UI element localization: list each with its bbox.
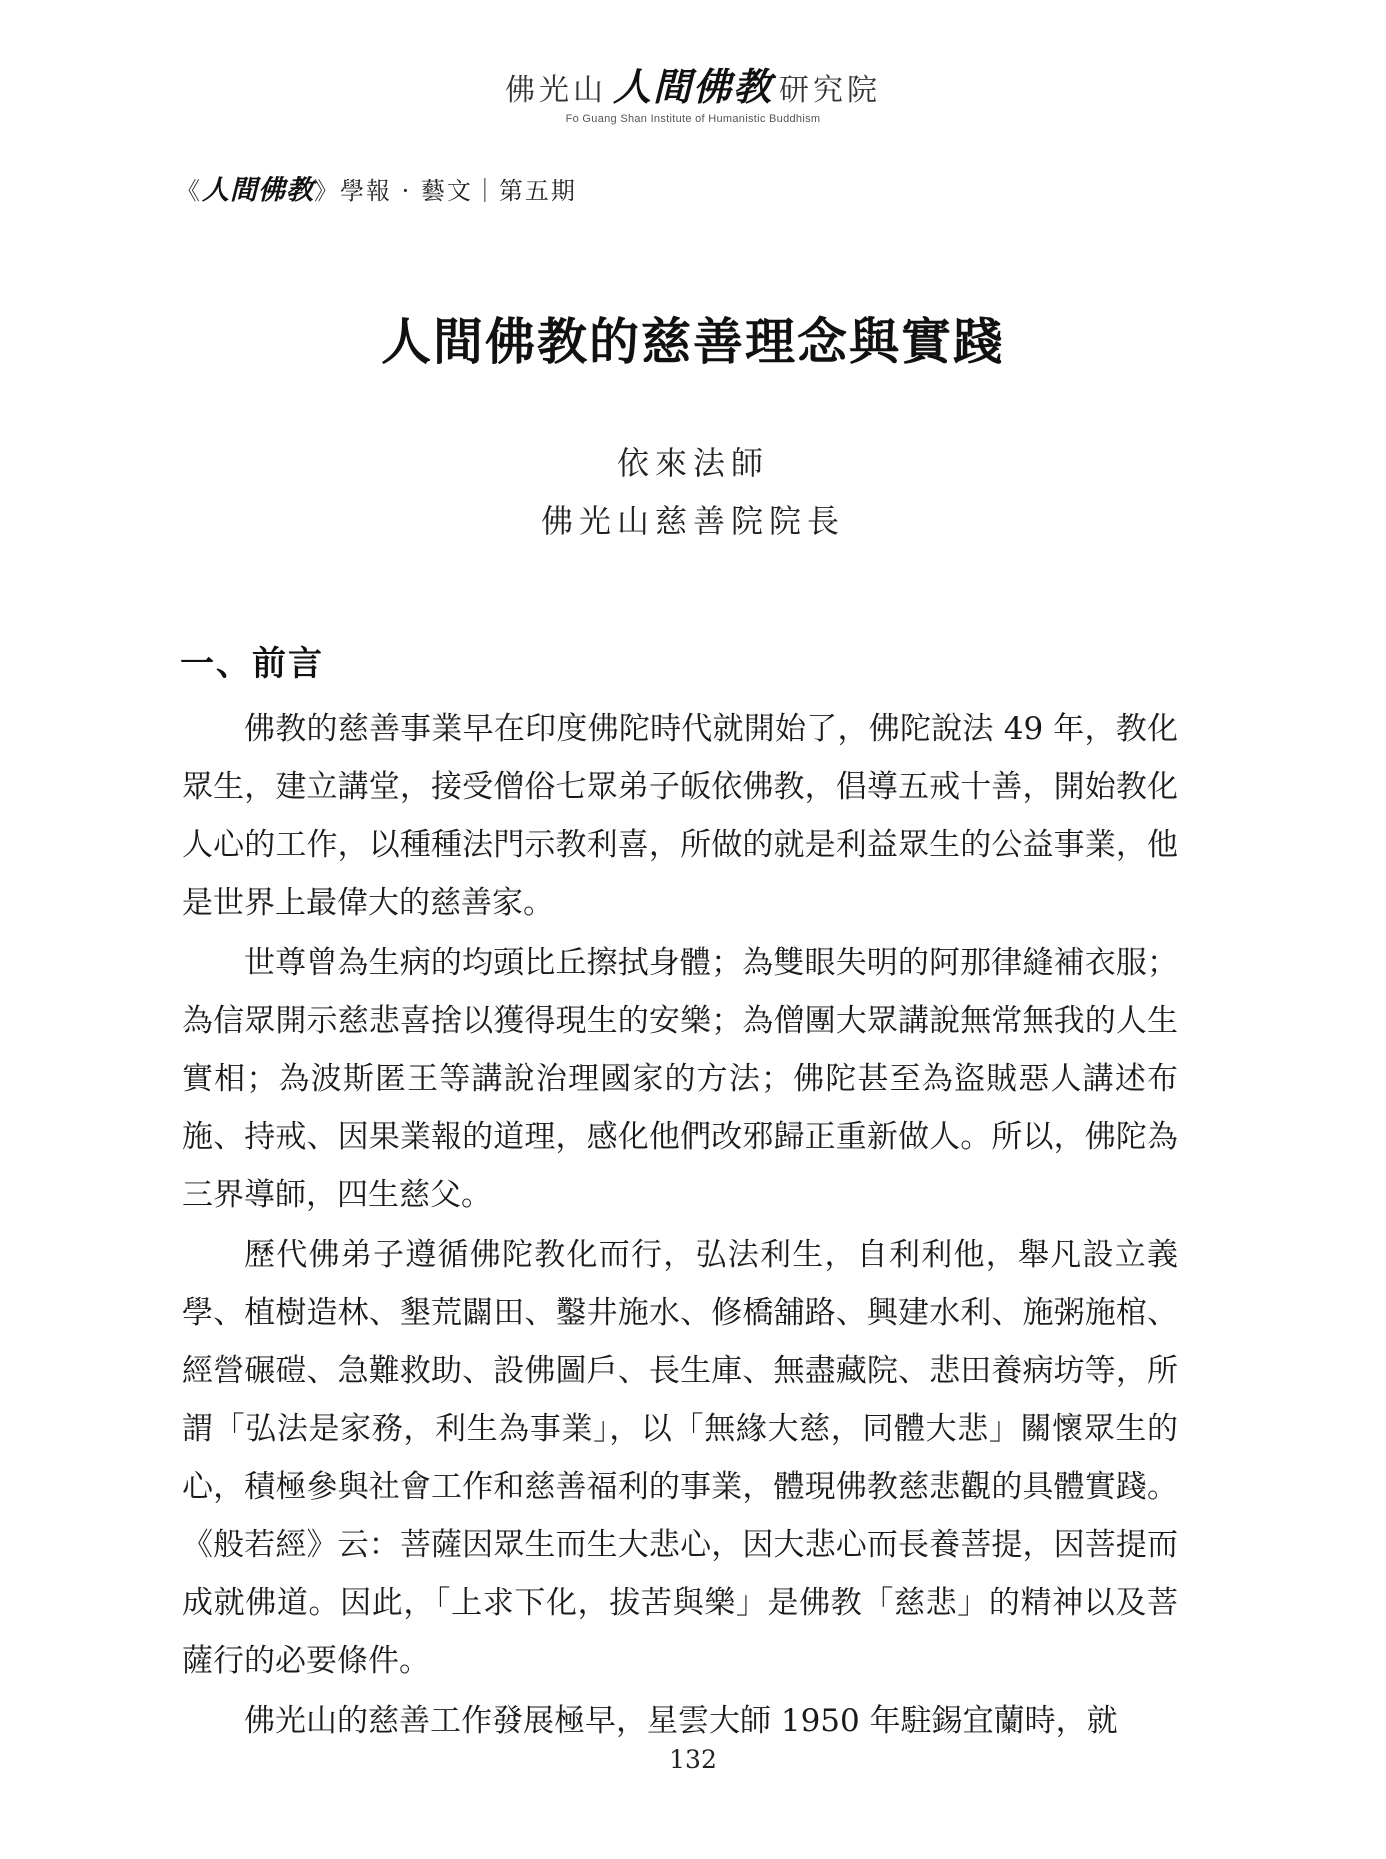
journal-brand-logo: 人間佛教: [202, 175, 314, 206]
institute-suffix: 研究院: [779, 73, 881, 108]
body-text: [182, 700, 1178, 1750]
institute-name: [0, 56, 1386, 111]
article-title: 人間佛教的慈善理念與實踐: [381, 312, 1005, 371]
institute-brand-logo: 人間佛教: [612, 64, 773, 109]
institute-english-name: Fo Guang Shan Institute of Humanistic Buddhism: [565, 113, 821, 125]
body-paragraph: 佛光山的慈善工作發展極早，星雲大師 1950 年駐錫宜蘭時，就: [244, 1703, 1118, 1739]
journal-issue-text: 》學報 · 藝文｜第五期: [314, 177, 577, 205]
author-affiliation: 佛光山慈善院院長: [540, 502, 845, 540]
journal-running-head: [176, 168, 577, 207]
body-paragraph: 佛教的慈善事業早在印度佛陀時代就開始了，佛陀說法 49 年，教化眾生，建立講堂，接受僧俗七眾弟子皈依佛教，倡導五戒十善，開始教化人心的工作，以種種法門示教利喜，所做的就是利益眾生的公益事業，他是世界上最偉大的慈善家。: [182, 711, 1178, 921]
journal-open-bracket: 《: [176, 177, 202, 205]
article-author: 依來法師: [616, 444, 769, 482]
body-paragraph: 世尊曾為生病的均頭比丘擦拭身體；為雙眼失明的阿那律縫補衣服；為信眾開示慈悲喜捨以獲得現生的安樂；為僧團大眾講說無常無我的人生實相；為波斯匿王等講說治理國家的方法；佛陀甚至為盜賊惡人講述布施、持戒、因果業報的道理，感化他們改邪歸正重新做人。所以，佛陀為三界導師，四生慈父。: [182, 945, 1178, 1213]
institute-header: [0, 56, 1386, 125]
body-paragraph: 歷代佛弟子遵循佛陀教化而行，弘法利生，自利利他，舉凡設立義學、植樹造林、墾荒闢田、鑿井施水、修橋舖路、興建水利、施粥施棺、經營碾磑、急難救助、設佛圖戶、長生庫、無盡藏院、悲田養病坊等，所謂「弘法是家務，利生為事業」，以「無緣大慈，同體大悲」關懷眾生的心，積極參與社會工作和慈善福利的事業，體現佛教慈悲觀的具體實踐。《般若經》云：菩薩因眾生而生大悲心，因大悲心而長養菩提，因菩提而成就佛道。因此，「上求下化，拔苦與樂」是佛教「慈悲」的精神以及菩薩行的必要條件。: [182, 1237, 1178, 1679]
section-heading: 一、前言: [180, 644, 324, 684]
page-number: 132: [669, 1745, 717, 1774]
institute-prefix: 佛光山: [504, 73, 607, 108]
